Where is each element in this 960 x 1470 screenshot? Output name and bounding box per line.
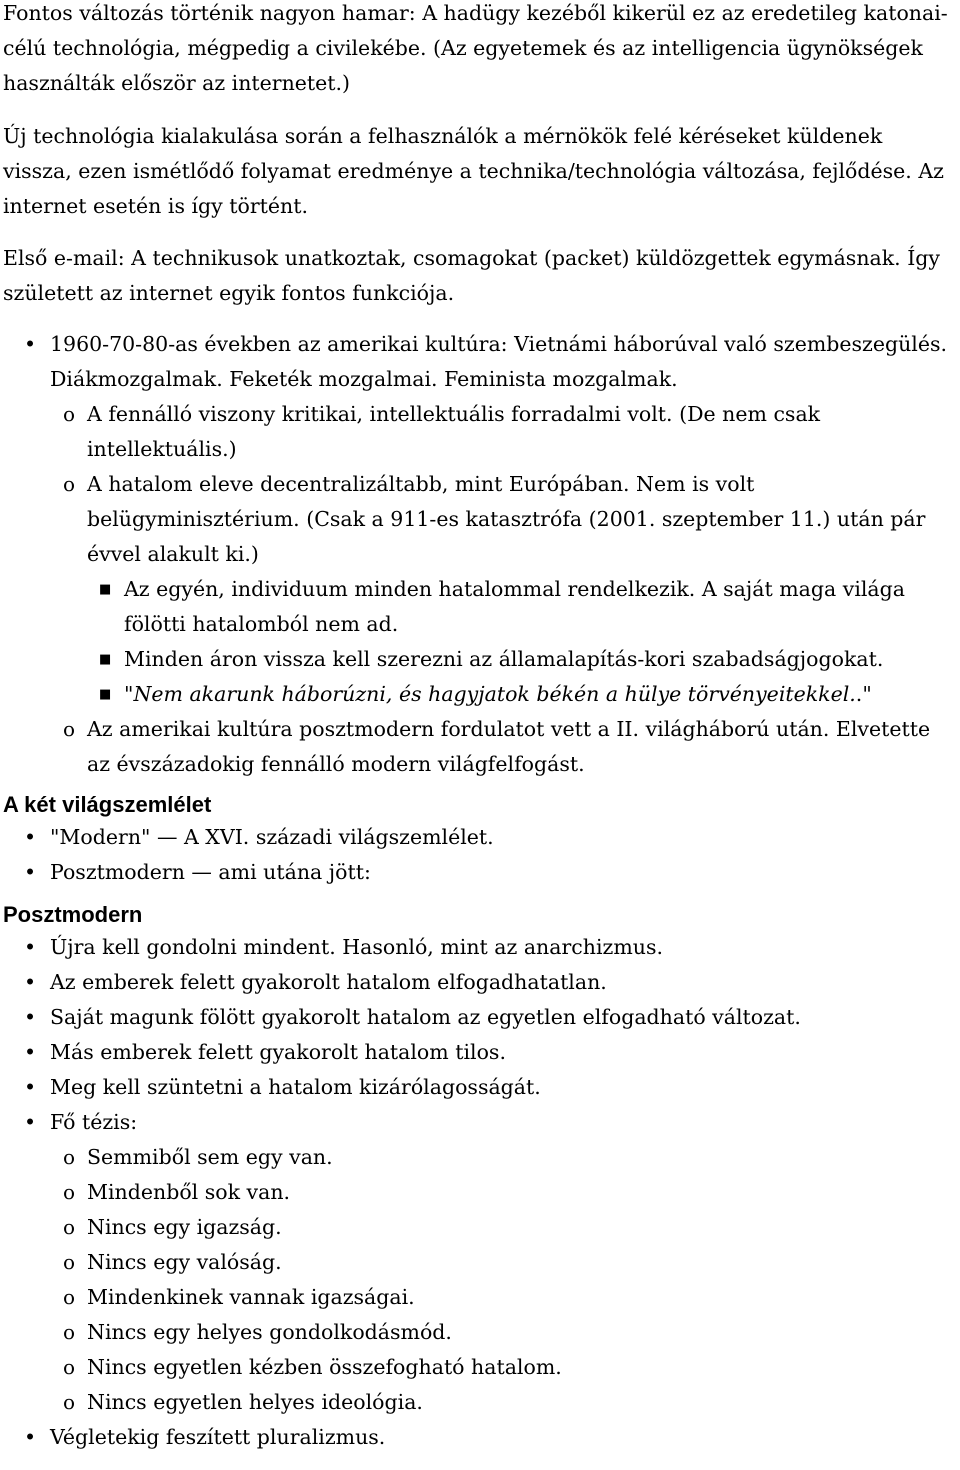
circle-bullet-icon: o	[63, 1390, 76, 1414]
thesis-item	[3, 1210, 956, 1245]
square-bullet-icon: ■	[99, 687, 112, 702]
thesis-item-text: Nincs egy igazság.	[87, 1215, 282, 1239]
thesis-item	[3, 1385, 956, 1420]
list-item	[3, 965, 956, 1000]
culture-list	[3, 327, 956, 782]
bullet-icon: •	[24, 1075, 37, 1099]
thesis-item	[3, 1315, 956, 1350]
circle-bullet-icon: o	[63, 1285, 76, 1309]
list-item-text: Fő tézis:	[50, 1110, 138, 1134]
circle-bullet-icon: o	[63, 402, 76, 426]
circle-bullet-icon: o	[63, 472, 76, 496]
quote-open: "	[124, 682, 134, 706]
bullet-icon: •	[24, 825, 37, 849]
bullet-icon: •	[24, 1005, 37, 1029]
two-views-list	[3, 820, 956, 890]
thesis-item-text: Mindenből sok van.	[87, 1180, 291, 1204]
sub-list-item	[3, 712, 956, 782]
bullet-icon: •	[24, 1425, 37, 1449]
thesis-item	[3, 1140, 956, 1175]
list-item-text: Végletekig feszített pluralizmus.	[50, 1425, 386, 1449]
list-item	[3, 1070, 956, 1105]
circle-bullet-icon: o	[63, 1250, 76, 1274]
list-item	[3, 930, 956, 965]
postmodern-list	[3, 930, 956, 1455]
thesis-item-text: Semmiből sem egy van.	[87, 1145, 333, 1169]
section-heading-postmodern: Posztmodern	[3, 902, 143, 927]
bullet-icon: •	[24, 970, 37, 994]
thesis-item-text: Mindenkinek vannak igazságai.	[87, 1285, 415, 1309]
circle-bullet-icon: o	[63, 1355, 76, 1379]
sub-list-item-text: Az amerikai kultúra posztmodern fordulatot vett a II. világháború után. Elvetette az évszázadokig fennálló modern világfelfogást.	[87, 717, 931, 776]
list-item	[3, 1105, 956, 1140]
list-item-text: Más emberek felett gyakorolt hatalom tilos.	[50, 1040, 506, 1064]
list-item-text: Az emberek felett gyakorolt hatalom elfogadhatatlan.	[50, 970, 607, 994]
bullet-icon: •	[24, 1040, 37, 1064]
circle-bullet-icon: o	[63, 717, 76, 741]
list-item-text: 1960-70-80-as években az amerikai kultúra: Vietnámi háborúval való szembeszegülés. Diákmozgalmak. Feketék mozgalmai. Feminista mozgalmak.	[50, 332, 948, 391]
sub-sub-list-item	[3, 572, 956, 642]
list-item	[3, 327, 956, 397]
sub-list-item	[3, 467, 956, 572]
list-item-text: "Modern" — A XVI. századi világszemlélet.	[50, 825, 494, 849]
intro-paragraph-3: Első e-mail: A technikusok unatkoztak, csomagokat (packet) küldözgettek egymásnak. Így született az internet egyik fontos funkciója.	[3, 246, 941, 305]
list-item-text: Posztmodern — ami utána jött:	[50, 860, 371, 884]
thesis-item	[3, 1175, 956, 1210]
bullet-icon: •	[24, 1110, 37, 1134]
bullet-icon: •	[24, 860, 37, 884]
sub-sub-list-item-text: Az egyén, individuum minden hatalommal rendelkezik. A saját maga világa fölötti hatalomból nem ad.	[124, 577, 906, 636]
list-item-text: Saját magunk fölött gyakorolt hatalom az egyetlen elfogadható változat.	[50, 1005, 801, 1029]
sub-list-item-text: A fennálló viszony kritikai, intellektuális forradalmi volt. (De nem csak intellektuális.)	[87, 402, 821, 461]
circle-bullet-icon: o	[63, 1145, 76, 1169]
sub-sub-list-item	[3, 677, 956, 712]
thesis-item-text: Nincs egyetlen helyes ideológia.	[87, 1390, 423, 1414]
sub-list-item-text: A hatalom eleve decentralizáltabb, mint Európában. Nem is volt belügyminisztérium. (Csak a 911-es katasztrófa (2001. szeptember 11.) után pár évvel alakult ki.)	[87, 472, 926, 566]
section-heading-two-views: A két világszemlélet	[3, 792, 212, 817]
thesis-item-text: Nincs egy valóság.	[87, 1250, 282, 1274]
sub-sub-list-item-text: Minden áron vissza kell szerezni az államalapítás-kori szabadságjogokat.	[124, 647, 884, 671]
thesis-item-text: Nincs egyetlen kézben összefogható hatalom.	[87, 1355, 562, 1379]
list-item	[3, 820, 956, 855]
square-bullet-icon: ■	[99, 582, 112, 597]
circle-bullet-icon: o	[63, 1180, 76, 1204]
bullet-icon: •	[24, 935, 37, 959]
sub-sub-list-item-text: Nem akarunk háborúzni, és hagyjatok békén a hülye törvényeitekkel.	[133, 682, 856, 706]
list-item-text: Meg kell szüntetni a hatalom kizárólagosságát.	[50, 1075, 541, 1099]
intro-paragraph-1: Fontos változás történik nagyon hamar: A hadügy kezéből kikerül ez az eredetileg katonai-célú technológia, mégpedig a civilekébe. (Az egyetemek és az intelligencia ügynökségek használták először az internetet.)	[3, 1, 948, 95]
list-item	[3, 855, 956, 890]
list-item	[3, 1000, 956, 1035]
quote-close: ."	[855, 682, 872, 706]
list-item	[3, 1420, 956, 1455]
intro-paragraph-2: Új technológia kialakulása során a felhasználók a mérnökök felé kéréseket küldenek vissza, ezen ismétlődő folyamat eredménye a technika/technológia változása, fejlődése. Az internet esetén is így történt.	[3, 124, 944, 218]
circle-bullet-icon: o	[63, 1320, 76, 1344]
list-item-text: Újra kell gondolni mindent. Hasonló, mint az anarchizmus.	[50, 935, 663, 959]
thesis-item	[3, 1245, 956, 1280]
list-item	[3, 1035, 956, 1070]
thesis-item	[3, 1350, 956, 1385]
bullet-icon: •	[24, 332, 37, 356]
thesis-item	[3, 1280, 956, 1315]
sub-sub-list-item	[3, 642, 956, 677]
circle-bullet-icon: o	[63, 1215, 76, 1239]
sub-list-item	[3, 397, 956, 467]
thesis-item-text: Nincs egy helyes gondolkodásmód.	[87, 1320, 452, 1344]
square-bullet-icon: ■	[99, 652, 112, 667]
